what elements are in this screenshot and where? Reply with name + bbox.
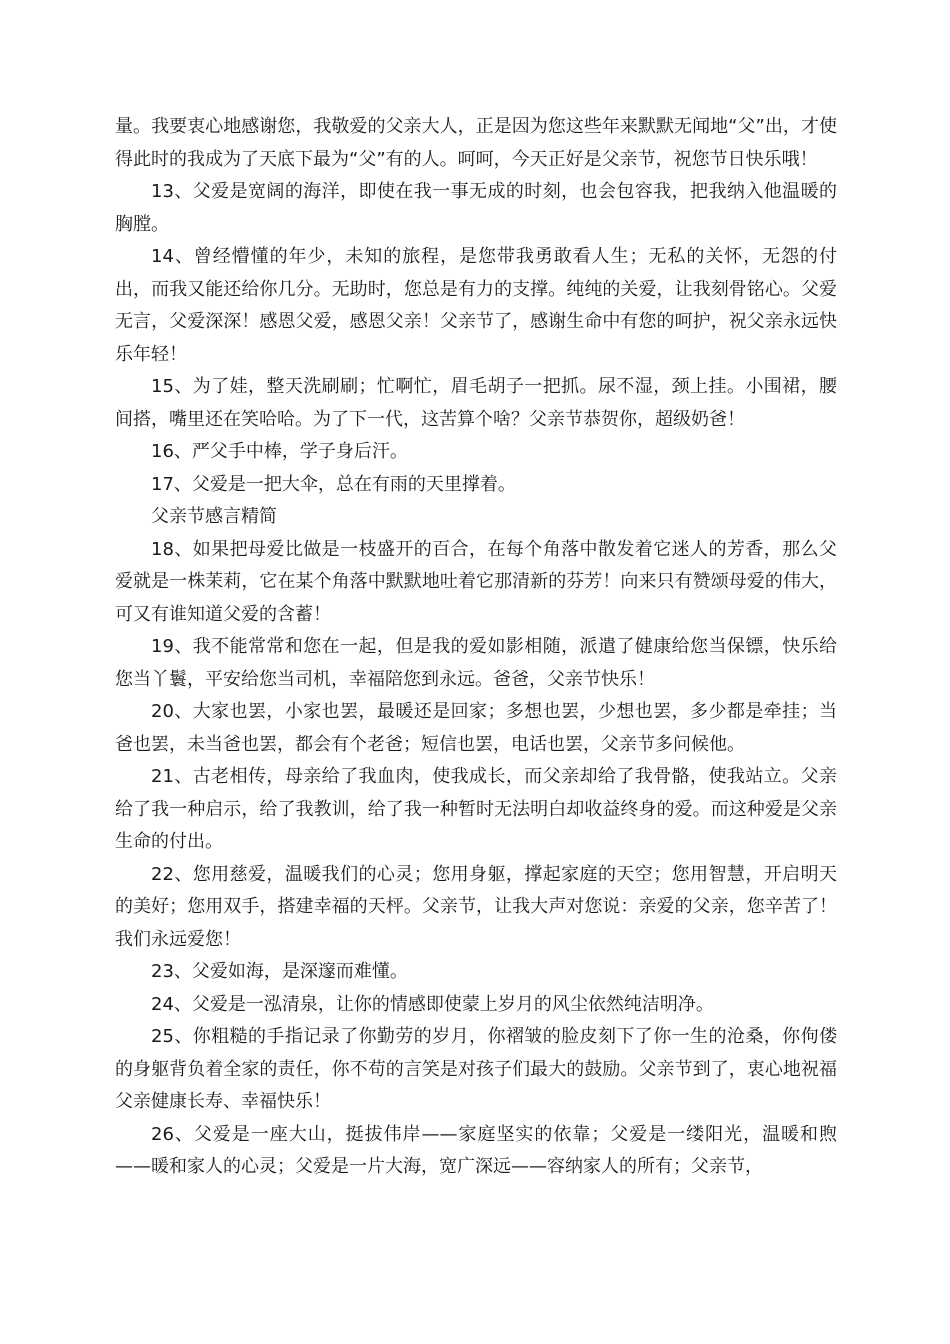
list-item: 20、大家也罢，小家也罢，最暖还是回家；多想也罢，少想也罢，多少都是牵挂；当爸也罢，未当爸也罢，都会有个老爸；短信也罢，电话也罢，父亲节多问候他。 — [115, 701, 837, 755]
document-body — [115, 111, 837, 1184]
continued-paragraph: 量。我要衷心地感谢您，我敬爱的父亲大人，正是因为您这些年来默默无闻地“父”出，才使得此时的我成为了天底下最为“父”有的人。呵呵，今天正好是父亲节，祝您节日快乐哦！ — [115, 116, 837, 170]
list-item: 21、古老相传，母亲给了我血肉，使我成长，而父亲却给了我骨骼，使我站立。父亲给了我一种启示，给了我教训，给了我一种暂时无法明白却收益终身的爱。而这种爱是父亲生命的付出。 — [115, 766, 837, 852]
list-item: 14、曾经懵懂的年少，未知的旅程，是您带我勇敢看人生；无私的关怀，无怨的付出，而我又能还给你几分。无助时，您总是有力的支撑。纯纯的关爱，让我刻骨铭心。父爱无言，父爱深深！感恩父爱，感恩父亲！父亲节了，感谢生命中有您的呵护，祝父亲永远快乐年轻！ — [115, 246, 837, 365]
list-item: 18、如果把母爱比做是一枝盛开的百合，在每个角落中散发着它迷人的芳香，那么父爱就是一株茉莉，它在某个角落中默默地吐着它那清新的芬芳！向来只有赞颂母爱的伟大，可又有谁知道父爱的含蓄！ — [115, 538, 837, 625]
list-item: 19、我不能常常和您在一起，但是我的爱如影相随，派遣了健康给您当保镖，快乐给您当丫鬟，平安给您当司机，幸福陪您到永远。爸爸，父亲节快乐！ — [115, 636, 837, 690]
list-item: 15、为了娃，整天洗刷刷；忙啊忙，眉毛胡子一把抓。尿不湿，颈上挂。小围裙，腰间搭，嘴里还在笑哈哈。为了下一代，这苦算个啥？父亲节恭贺你，超级奶爸！ — [115, 376, 837, 430]
list-item: 24、父爱是一泓清泉，让你的情感即使蒙上岁月的风尘依然纯洁明净。 — [151, 993, 714, 1015]
section-heading: 父亲节感言精简 — [151, 506, 277, 527]
list-item: 16、严父手中棒，学子身后汗。 — [151, 441, 408, 462]
list-item: 23、父爱如海，是深邃而难懂。 — [151, 961, 408, 982]
list-item: 17、父爱是一把大伞，总在有雨的天里撑着。 — [151, 473, 516, 495]
list-item: 13、父爱是宽阔的海洋，即使在我一事无成的时刻，也会包容我，把我纳入他温暖的胸膛。 — [115, 181, 837, 235]
list-item: 26、父爱是一座大山，挺拔伟岸——家庭坚实的依靠；父爱是一缕阳光，温暖和煦——暖和家人的心灵；父爱是一片大海，宽广深远——容纳家人的所有；父亲节， — [115, 1123, 837, 1177]
list-item: 25、你粗糙的手指记录了你勤劳的岁月，你褶皱的脸皮刻下了你一生的沧桑，你佝偻的身躯背负着全家的责任，你不苟的言笑是对孩子们最大的鼓励。父亲节到了，衷心地祝福父亲健康长寿、幸福快乐！ — [115, 1026, 837, 1112]
list-item: 22、您用慈爱，温暖我们的心灵；您用身躯，撑起家庭的天空；您用智慧，开启明天的美好；您用双手，搭建幸福的天枰。父亲节，让我大声对您说：亲爱的父亲，您辛苦了！我们永远爱您！ — [115, 863, 837, 950]
